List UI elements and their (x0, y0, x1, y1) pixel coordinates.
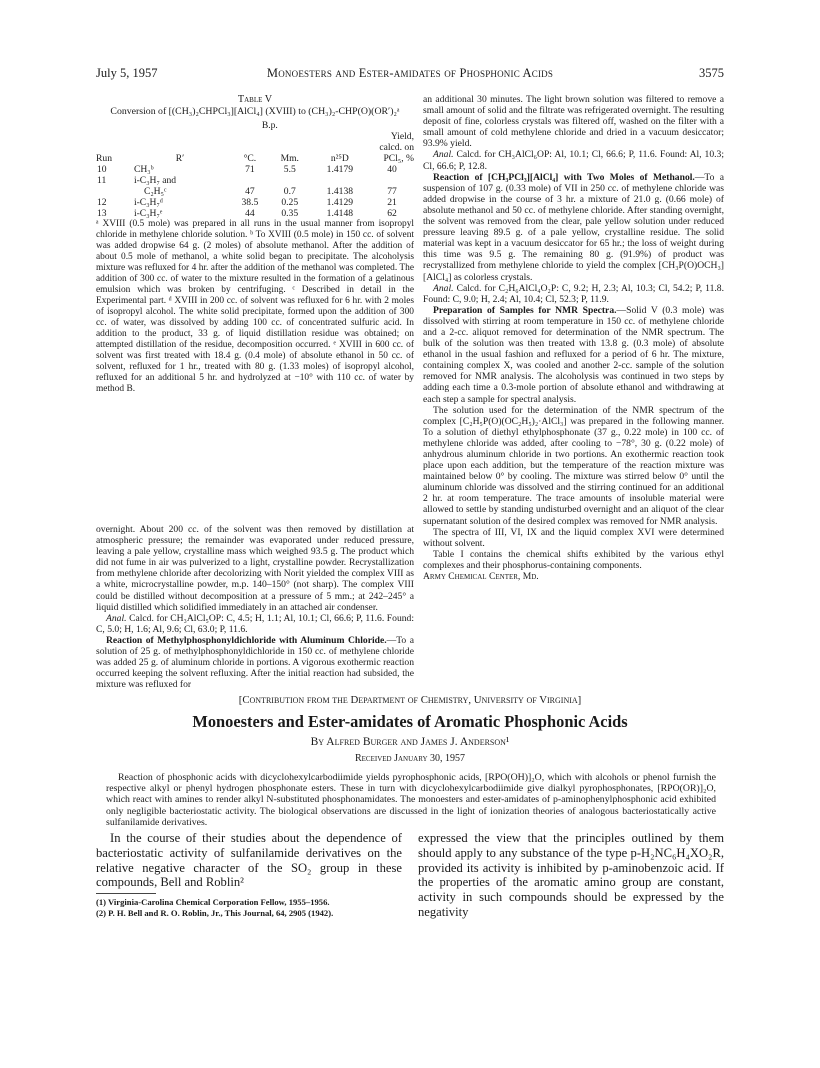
table-cell: 1.4148 (326, 207, 354, 219)
table-v-caption: Conversion of [(CH₃)₂CHPCl₃][AlCl₄] (XVIII) to (CH₃)₂-CHP(O)(OR′)₂ᵃ (110, 106, 400, 117)
header-page-number: 3575 (699, 66, 724, 80)
analysis-paragraph (96, 613, 414, 635)
received-date: Received January 30, 1957 (354, 753, 466, 764)
table-cell: 5.5 (283, 163, 296, 175)
table-cell: 11 (97, 174, 107, 186)
analysis-text: Calcd. for CH₃AlCl₅OP: C, 4.5; H, 1.1; Al, 10.1; Cl, 66.6; P, 11.6. Found: C, 5.0; H, 1.6; Al, 9.6; Cl, 63.0; P, 11.6. (96, 612, 414, 635)
paragraph: an additional 30 minutes. The light brown solution was filtered to remove a small amount of solid and the filtrate was refrigerated overnight. The resulting deposit of fine, colorless crystals was filtered off, washed on the filter with a small amount of cold methylene chloride and dried in a vacuum desiccator; 93.9% yield. (423, 94, 724, 150)
header-date: July 5, 1957 (96, 66, 158, 80)
section-paragraph (423, 172, 724, 283)
table-cell (310, 175, 370, 186)
analysis-paragraph (423, 149, 724, 171)
col-header: R′ (175, 152, 185, 164)
table-cell: CH₃ᵇ (133, 163, 154, 175)
left-column-bottom (96, 524, 414, 690)
col-header: n²⁵D (330, 152, 349, 164)
table-cell: 40 (387, 163, 397, 175)
table-v (96, 120, 414, 219)
table-v-header-row-top (96, 120, 414, 131)
table-cell (370, 175, 414, 186)
table-cell: 0.7 (283, 185, 296, 197)
table-cell: 71 (245, 163, 255, 175)
table-cell: 21 (387, 196, 397, 208)
table-cell: 0.35 (281, 207, 299, 219)
article-authors: By Alfred Burger and James J. Anderson¹ (310, 736, 510, 748)
table-cell: 13 (97, 207, 107, 219)
table-cell: 1.4138 (326, 185, 354, 197)
section-text: —To a solution of 25 g. of methylphosphonyldichloride in 150 cc. of methylene chloride was added 25 g. of aluminum chloride in portions. A vigorous exothermic reaction occurred keeping the solvent refluxing. After the initial reaction had subsided, the mixture was refluxed for (96, 634, 414, 691)
paragraph: Table I contains the chemical shifts exhibited by the various ethyl complexes and their phosphorus-containing components. (423, 548, 724, 571)
table-v-header-row (96, 131, 414, 164)
affiliation: Army Chemical Center, Md. (423, 571, 539, 583)
body-text-right: expressed the view that the principles outlined by them should apply to any substance of the type p-H₂NC₆H₄XO₂R, provided its activity is inhibited by p-aminobenzoic acid. If the properties of the aromatic amino group are constant, activity in such compounds should be expressed by the negativity (418, 831, 724, 919)
paragraph: The spectra of III, VI, IX and the liquid complex XVI were determined without solvent. (423, 526, 724, 549)
analysis-text: Calcd. for C₂H₆AlCl₄O₂P: C, 9.2; H, 2.3; Al, 10.3; Cl, 54.2; P, 11.8. Found: C, 9.0; H, 2.4; Al, 10.4; Cl, 52.3; P, 11.9. (423, 282, 724, 305)
analysis-text: Calcd. for CH₃AlCl₆OP: Al, 10.1; Cl, 66.6; P, 11.6. Found: Al, 10.3; Cl, 66.6; P, 12.8. (423, 149, 724, 172)
article-title: Monoesters and Ester-amidates of Aromatic Phosphonic Acids (192, 712, 628, 731)
section-paragraph (423, 305, 724, 405)
table-row (96, 197, 414, 208)
footnote-divider (96, 893, 156, 894)
col-header: Yield, calcd. on PCl₅, % (379, 130, 414, 164)
section-text: —Solid V (0.3 mole) was dissolved with stirring at room temperature in 150 cc. of methylene chloride and a 2-cc. aliquot removed for determination of the NMR spectrum. The bulk of the solution was then treated with 13.8 g. (0.3 mole) of absolute ethanol in the usual fashion and refluxed for a period of 6 hr. The mixture, containing complex X, was cooled and another 2-cc. sample of the solution removed for NMR analysis. The alcoholysis was continued in two steps by adding each time a 0.3-mole portion of absolute ethanol and withdrawing at each step a sample for spectral analysis. (423, 304, 724, 405)
table-v-block (96, 94, 414, 395)
table-row (96, 208, 414, 219)
anal-label: Anal. (433, 282, 454, 294)
header-title: Monoesters and Ester-amidates of Phosphonic Acids (266, 66, 554, 80)
table-cell: 44 (245, 207, 255, 219)
table-cell: i-C₃H₇ and (133, 174, 177, 186)
section-heading: Preparation of Samples for NMR Spectra. (433, 304, 617, 316)
section-text: —To a suspension of 107 g. (0.33 mole) of VII in 250 cc. of methylene chloride was added dropwise in the course of 3 hr. a mixture of 21.0 g. (0.66 mole) of absolute methanol and 50 cc. of methylene chloride. After standing overnight, the solvent was removed from the clear, pale yellow solution under reduced pressure leaving 89.5 g. of a pale yellow, crystalline residue. The solid material was kept in a vacuum desiccator for 65 hr.; the loss of weight during this time was 9.5 g. The remaining 80 g. (91.9%) of product was recrystallized from methylene chloride to yield the complex [CH₃P(O)OCH₃][AlCl₄] as colorless crystals. (423, 171, 724, 283)
table-cell: 10 (97, 163, 107, 175)
footnote-2: (2) P. H. Bell and R. O. Roblin, Jr., This Journal, 64, 2905 (1942). (96, 908, 334, 918)
anal-label: Anal. (106, 612, 127, 624)
table-v-label: Table V (237, 94, 273, 105)
table-cell: 1.4179 (326, 163, 354, 175)
abstract: Reaction of phosphonic acids with dicyclohexylcarbodiimide yields pyrophosphonic acids, [RPO(OH)]₂O, which with alcohols or phenol furnish the respective alkyl or phenyl hydrogen phosphonate esters. These in turn with dicyclohexylcarbodiimide give dialkyl pyrophosphonates, [RPO(OR)]₂O, which react with amines to render alkyl N-substituted phosphonamidates. The monoesters and ester-amidates of p-aminophenylphosphonic acid exhibited only negligible bacteriostatic activity. The biological observations are discussed in the light of ionization theories of analogous bacteriostatically active sulfanilamide derivatives. (106, 772, 716, 828)
table-row (96, 164, 414, 175)
table-cell: i-C₃H₇ᵈ (133, 196, 163, 208)
section-heading: Reaction of Methylphosphonyldichloride with Aluminum Chloride. (106, 634, 387, 646)
table-cell (230, 175, 270, 186)
right-column-top (423, 94, 724, 582)
col-header: Run (96, 152, 112, 164)
bp-header: B.p. (261, 119, 278, 131)
paragraph: The solution used for the determination of the NMR spectrum of the complex [C₂H₅P(O)(OC₂H₅)₂·AlCl₃] was prepared in the following manner. To a solution of diethyl ethylphosphonate (37 g., 0.22 mole) in 100 cc. of methylene chloride was added, after cooling to −78°, 30 g. (0.22 mole) of anhydrous aluminum chloride in two portions. An exothermic reaction took place upon each addition, but the temperature of the reaction mixture was maintained below 0° by cooling. The mixture was stirred below 0° until the aluminum chloride was dissolved and the stirring continued for an additional 2 hr. at room temperature. The trace amounts of insoluble material were allowed to settle by standing undisturbed overnight and an aliquot of the clear supernatant solution of the desired complex was removed for NMR analysis. (423, 404, 724, 527)
table-cell (96, 186, 130, 197)
contribution-line: [Contribution from the Department of Chemistry, University of Virginia] (238, 694, 582, 706)
table-cell (270, 175, 310, 186)
body-text-left: In the course of their studies about the dependence of bacteriostatic activity of sulfanilamide derivatives on the relative negative character of the SO₂ group in these compounds, Bell and Roblin² (96, 831, 402, 890)
table-cell: 12 (97, 196, 107, 208)
table-cell: 1.4129 (326, 196, 354, 208)
anal-label: Anal. (433, 149, 454, 161)
section-paragraph (96, 635, 414, 690)
table-v-footnotes: ᵃ XVIII (0.5 mole) was prepared in all runs in the usual manner from isopropyl chloride in methylene chloride solution. ᵇ To XVIII (0.5 mole) in 150 cc. of solvent was added dropwise 64 g. (2 moles) of absolute methanol. After the addition of about 0.5 mole of methanol, a white solid began to precipitate. The alcoholysis mixture was refluxed for 4 hr. after the addition of the methanol was completed. The addition of 300 cc. of water to the mixture resulted in the formation of a gelatinous emulsion which was broken by centrifuging. ᶜ Described in detail in the Experimental part. ᵈ XVIII in 200 cc. of solvent was refluxed for 6 hr. with 2 moles of isopropyl alcohol. The white solid precipitate, formed upon the addition of 300 cc. of water, was dissolved by adding 100 cc. of concentrated sulfuric acid. In addition to the product, 33 g. of liquid distillation residue was obtained; on attempted distillation of the residue, decomposition occurred. ᵉ XVIII in 600 cc. of solvent was first treated with 18.4 g. (0.4 mole) of absolute ethanol in 50 cc. of solvent, refluxed for 1 hr., treated with 80 g. (1.33 moles) of isopropyl alcohol, refluxed for an additional 5 hr. and hydrolyzed at −10° with 110 cc. of water by method B. (96, 218, 414, 394)
section-heading: Reaction of [CH₃PCl₃][AlCl₄] with Two Moles of Methanol. (433, 171, 695, 183)
table-cell: 38.5 (241, 196, 259, 208)
footnote-1: (1) Virginia-Carolina Chemical Corporation Fellow, 1955–1956. (96, 897, 330, 907)
table-cell: C₂H₅ᶜ (143, 185, 167, 197)
table-cell: 77 (387, 185, 397, 197)
running-head (96, 66, 724, 82)
table-row (96, 175, 414, 186)
table-cell: 47 (245, 185, 255, 197)
analysis-paragraph (423, 283, 724, 305)
table-cell: i-C₃H₇ᵉ (133, 207, 163, 219)
col-header: °C. (243, 152, 257, 164)
table-row (96, 186, 414, 197)
table-cell: 0.25 (281, 196, 299, 208)
paragraph: overnight. About 200 cc. of the solvent was then removed by distillation at atmospheric pressure; the remainder was evaporated under reduced pressure, leaving a pale yellow, crystalline mass which weighed 93.5 g. The product which did not fume in air was pulverized to a light, crystalline powder. Recrystallization from methylene chloride after decolorizing with Norit yielded the complex VIII as a white, microcrystalline powder, m.p. 140–150° (not sharp). The complex VIII could be distilled without decomposition at a pressure of 5 mm.; at 242–245° a liquid distilled which solidified immediately in an attached air condenser. (96, 524, 414, 613)
table-cell: 62 (387, 207, 397, 219)
col-header: Mm. (280, 152, 299, 164)
